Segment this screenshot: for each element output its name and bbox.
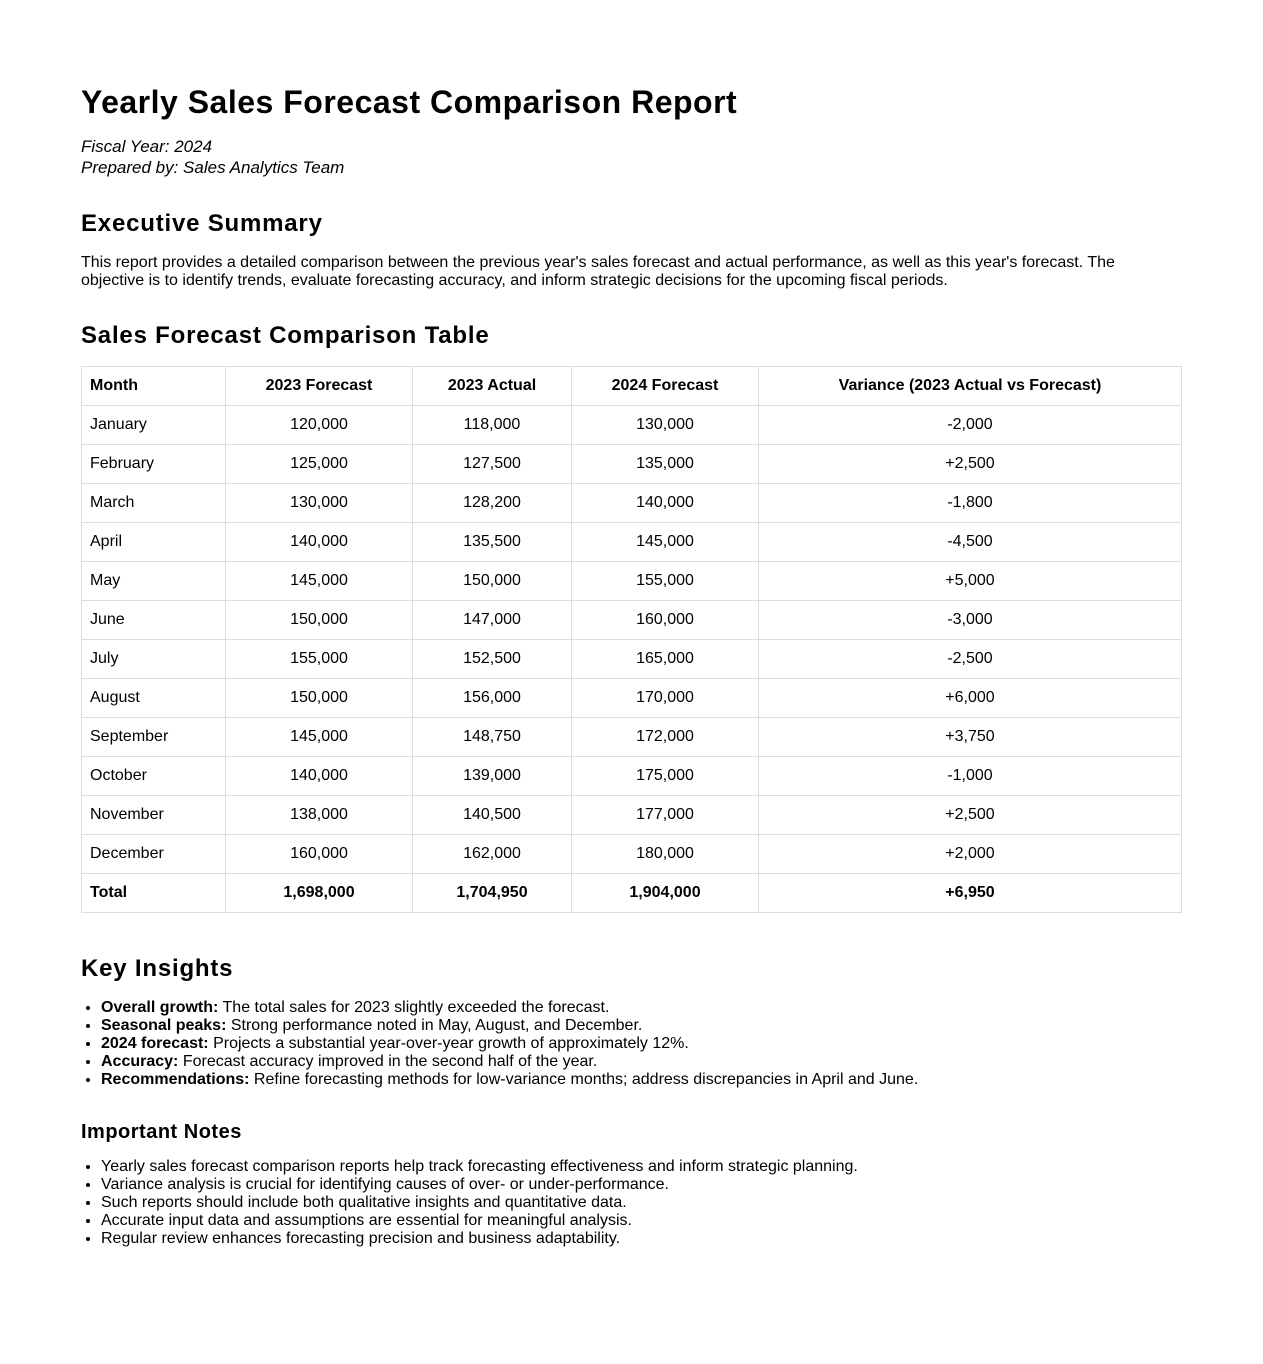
column-header-month: Month (82, 367, 226, 406)
table-total-row (82, 874, 1182, 913)
insight-item (101, 1053, 1182, 1071)
total-cell-2023-forecast: 1,698,000 (226, 874, 413, 913)
note-item: • Variance analysis is crucial for identifying causes of over- or under-performance. (101, 1176, 1182, 1194)
insight-label: Seasonal peaks: (101, 1017, 227, 1034)
cell-2023-forecast: 140,000 (226, 757, 413, 796)
cell-variance: -3,000 (759, 601, 1182, 640)
cell-2023-actual: 128,200 (413, 484, 572, 523)
insight-text: Forecast accuracy improved in the second half of the year. (178, 1053, 598, 1070)
cell-variance: +5,000 (759, 562, 1182, 601)
cell-variance: -1,800 (759, 484, 1182, 523)
cell-month: January (82, 406, 226, 445)
cell-2023-forecast: 125,000 (226, 445, 413, 484)
table-body (82, 406, 1182, 913)
cell-2024-forecast: 145,000 (572, 523, 759, 562)
total-cell-2024-forecast: 1,904,000 (572, 874, 759, 913)
table-row (82, 679, 1182, 718)
cell-month: February (82, 445, 226, 484)
cell-2023-forecast: 155,000 (226, 640, 413, 679)
total-cell-month: Total (82, 874, 226, 913)
executive-summary-text: This report provides a detailed comparison between the previous year's sales forecast and actual performance, as well as this year's forecast. The objective is to identify trends, evaluate forecasting accuracy, and inform strategic decisions for the upcoming fiscal periods. (81, 254, 1115, 289)
note-item: • Accurate input data and assumptions are essential for meaningful analysis. (101, 1212, 1182, 1230)
cell-2023-forecast: 150,000 (226, 679, 413, 718)
insight-label: Accuracy: (101, 1053, 179, 1070)
total-cell-2023-actual: 1,704,950 (413, 874, 572, 913)
cell-variance: +6,000 (759, 679, 1182, 718)
prepared-by: Prepared by: Sales Analytics Team (81, 158, 345, 177)
cell-2024-forecast: 130,000 (572, 406, 759, 445)
cell-2023-forecast: 150,000 (226, 601, 413, 640)
cell-2024-forecast: 155,000 (572, 562, 759, 601)
cell-2023-forecast: 145,000 (226, 562, 413, 601)
key-insights-heading: Key Insights (81, 955, 234, 982)
sales-comparison-table (81, 366, 1182, 913)
insight-text: Strong performance noted in May, August, and December. (226, 1017, 643, 1034)
cell-month: April (82, 523, 226, 562)
insight-text: Projects a substantial year-over-year growth of approximately 12%. (208, 1035, 689, 1052)
insight-label: Recommendations: (101, 1071, 250, 1088)
cell-2024-forecast: 177,000 (572, 796, 759, 835)
cell-variance: +2,500 (759, 445, 1182, 484)
cell-month: October (82, 757, 226, 796)
cell-variance: -4,500 (759, 523, 1182, 562)
column-header-2024-forecast: 2024 Forecast (572, 367, 759, 406)
note-item: • Such reports should include both qualitative insights and quantitative data. (101, 1194, 1182, 1212)
cell-2024-forecast: 160,000 (572, 601, 759, 640)
cell-month: March (82, 484, 226, 523)
table-row (82, 835, 1182, 874)
cell-2024-forecast: 180,000 (572, 835, 759, 874)
cell-2023-forecast: 130,000 (226, 484, 413, 523)
table-row (82, 523, 1182, 562)
table-row (82, 796, 1182, 835)
cell-2023-forecast: 120,000 (226, 406, 413, 445)
cell-2023-actual: 127,500 (413, 445, 572, 484)
insight-text: Refine forecasting methods for low-variance months; address discrepancies in April and June. (249, 1071, 919, 1088)
table-row (82, 562, 1182, 601)
column-header-2023-actual: 2023 Actual (413, 367, 572, 406)
cell-2023-actual: 150,000 (413, 562, 572, 601)
cell-variance: +3,750 (759, 718, 1182, 757)
cell-2024-forecast: 135,000 (572, 445, 759, 484)
cell-2023-actual: 147,000 (413, 601, 572, 640)
cell-2023-actual: 140,500 (413, 796, 572, 835)
cell-2023-forecast: 138,000 (226, 796, 413, 835)
cell-2024-forecast: 165,000 (572, 640, 759, 679)
table-row (82, 640, 1182, 679)
important-notes-list (81, 1158, 1182, 1248)
cell-month: November (82, 796, 226, 835)
note-item: • Yearly sales forecast comparison reports help track forecasting effectiveness and inform strategic planning. (101, 1158, 1182, 1176)
insight-label: 2024 forecast: (101, 1035, 209, 1052)
cell-2023-actual: 152,500 (413, 640, 572, 679)
cell-month: September (82, 718, 226, 757)
key-insights-list (81, 999, 1182, 1089)
important-notes-heading: Important Notes (81, 1121, 242, 1143)
table-row (82, 445, 1182, 484)
table-header-row (82, 367, 1182, 406)
cell-variance: -1,000 (759, 757, 1182, 796)
cell-2024-forecast: 172,000 (572, 718, 759, 757)
cell-2023-actual: 156,000 (413, 679, 572, 718)
column-header-2023-forecast: 2023 Forecast (226, 367, 413, 406)
fiscal-year: Fiscal Year: 2024 (81, 137, 213, 156)
cell-2023-forecast: 140,000 (226, 523, 413, 562)
cell-month: June (82, 601, 226, 640)
cell-month: December (82, 835, 226, 874)
executive-summary-heading: Executive Summary (81, 210, 323, 237)
cell-variance: +2,000 (759, 835, 1182, 874)
table-row (82, 718, 1182, 757)
comparison-table-heading: Sales Forecast Comparison Table (81, 322, 490, 349)
table-row (82, 757, 1182, 796)
insight-item (101, 1035, 1182, 1053)
table-row (82, 406, 1182, 445)
cell-variance: +2,500 (759, 796, 1182, 835)
cell-2023-forecast: 160,000 (226, 835, 413, 874)
cell-2024-forecast: 140,000 (572, 484, 759, 523)
column-header-variance: Variance (2023 Actual vs Forecast) (759, 367, 1182, 406)
total-cell-variance: +6,950 (759, 874, 1182, 913)
insight-item (101, 1017, 1182, 1035)
insight-text: The total sales for 2023 slightly exceeded the forecast. (218, 999, 610, 1016)
cell-2023-forecast: 145,000 (226, 718, 413, 757)
cell-month: May (82, 562, 226, 601)
table-row (82, 484, 1182, 523)
cell-2024-forecast: 175,000 (572, 757, 759, 796)
cell-2024-forecast: 170,000 (572, 679, 759, 718)
insight-item (101, 1071, 1182, 1089)
report-title: Yearly Sales Forecast Comparison Report (81, 84, 738, 120)
cell-2023-actual: 148,750 (413, 718, 572, 757)
cell-2023-actual: 135,500 (413, 523, 572, 562)
cell-2023-actual: 139,000 (413, 757, 572, 796)
insight-label: Overall growth: (101, 999, 219, 1016)
cell-2023-actual: 162,000 (413, 835, 572, 874)
insight-item (101, 999, 1182, 1017)
cell-2023-actual: 118,000 (413, 406, 572, 445)
cell-month: July (82, 640, 226, 679)
cell-month: August (82, 679, 226, 718)
report-meta (81, 136, 1182, 178)
note-item: • Regular review enhances forecasting precision and business adaptability. (101, 1230, 1182, 1248)
cell-variance: -2,000 (759, 406, 1182, 445)
table-row (82, 601, 1182, 640)
cell-variance: -2,500 (759, 640, 1182, 679)
